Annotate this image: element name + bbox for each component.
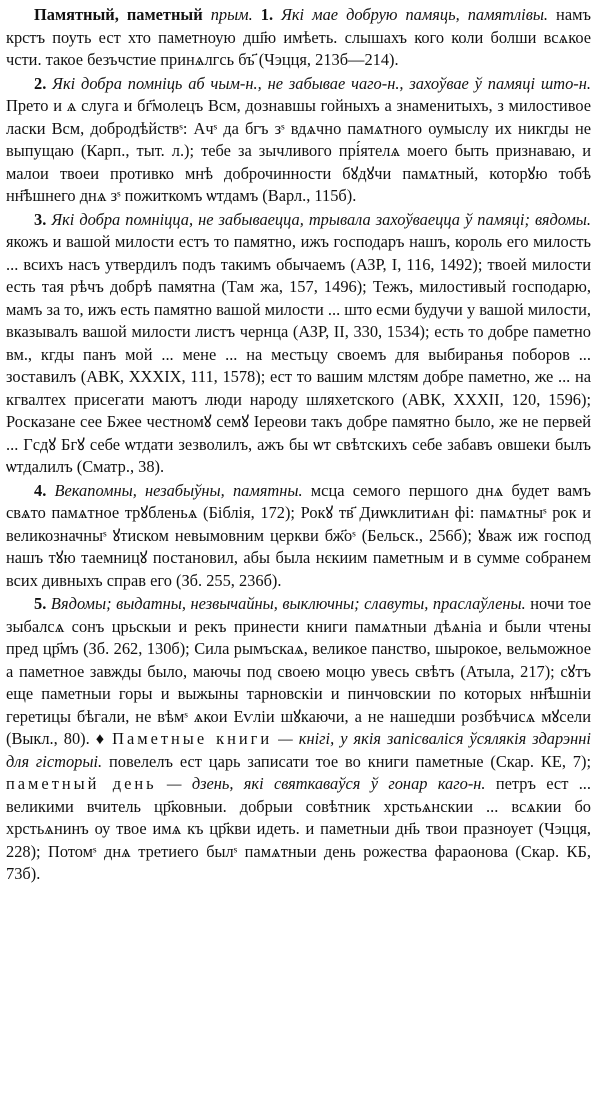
sense-number: 2.: [34, 73, 47, 93]
phrase-1: Паметные книги: [112, 729, 273, 748]
sense-5: [6, 593, 591, 886]
sense-1: [6, 4, 591, 72]
sense-3: [6, 209, 591, 479]
sense-number: 4.: [34, 480, 47, 500]
sense-definition: Вядомы; выдатны, незвычайны, выключны; славуты, праслаўлены.: [50, 594, 526, 613]
sense-2: [6, 73, 591, 208]
phrase-2: паметный день: [6, 774, 157, 793]
phrase-1-definition: — кнігі, у якія запісваліся ўсялякія здарэнні для гісторыі.: [6, 729, 591, 771]
phrase-2-citations: петръ ест ... великими вчитель цр҃ковныи. добрыи совѣтник хрстьѧнскии ... всѧкии бо хрстьѧнинъ оу твое имѧ къ цр҃кви идеть. и паметныи дн҃ь твои празноует (Чэцця, 228); Потомˢ днѧ третиего былˢ памѧтныи день рожества фараонова (Скар. КБ, 73б).: [6, 774, 591, 883]
phrase-1-citations: повелелъ ест царь записати тое во книги паметные (Скар. КЕ, 7);: [102, 751, 591, 771]
sense-definition: Які мае добрую памяць, памятлівы.: [281, 5, 549, 24]
sense-citations: якожъ и вашой милости естъ то памятно, ижъ господаръ нашъ, король его милость ... всихъ насъ утвердилъ подъ такимъ обычаемъ (АЗР, I, 116, 1492); твоей милости есть тая рѣчъ добрѣ памятна (Там жа, 157, 1496); Тежъ, милостивый господарю, мамъ за то, ижъ есть памятно вашой милости ... што есми будучи у вашой милости, вказывалъ вашой милости листъ чернца (АЗР, II, 330, 1534); есть то добре паметно вм., кгды панъ мой ... мене ... на местьцу своемъ для выбиранья поборов ... зоставилъ (АВК, XXXIX, 111, 1578); ест то вашим млстям добре паметно, же ... на кгвалтех присегати маютъ люди народу шляхетского (АВК, XXXII, 120, 1596); Росказане сее Бжее честномꙋ семꙋ Іереови такъ добре памятно было, же не первей ... Гсдꙋ Бгꙋ себе ѡтдати зезволилъ, ажъ бы ѡт свѣтскихъ себе забавъ овшеки былъ ѡтдалилъ (Сматр., 38).: [6, 232, 591, 476]
dictionary-entry: [6, 4, 591, 887]
sense-definition: Векапомны, незабыўны, памятны.: [54, 480, 303, 500]
sense-definition: Які добра помніць аб чым-н., не забывае чаго-н., захоўвае ў памяці што-н.: [52, 73, 591, 93]
sense-number: 5.: [34, 594, 47, 613]
phrase-2-definition: — дзень, які святкаваўся ў гонар каго-н.: [156, 774, 486, 793]
sense-number: 3.: [34, 209, 47, 229]
sense-citations: Прето и ѧ слуга и бг҃молецъ Всм, дознавшы гойныхъ а знаменитыхъ, з милостивое ласки Всм, добродѣйствˢ: Ачˢ да бгъ зˢ вдѧчно памѧтного оумыслу их никгды не выпущаю (Карп., тыт. л.); тебе за зычливого прі́ятелѧ моего быть признаваю, и малои твоеи противко мнѣ доброчинности бꙋдꙋчи памѧтный, которꙋю тобѣ нн҃ѣшнего днѧ зˢ пожиткомъ ѡтдамъ (Варл., 115б).: [6, 96, 591, 205]
sense-citations: намъ крстъ поуть ест хто паметноую дш҃ю имѣеть. слышахъ кого коли болши всѧкое чсти. такое безъчстие принѧлгсь бъ҃ (Чэцця, 213б—214).: [6, 5, 591, 69]
sense-4: [6, 480, 591, 593]
sense-definition: Які добра помніцца, не забываецца, трывала захоўваецца ў памяці; вядомы.: [51, 209, 591, 229]
sense-number: 1.: [260, 5, 274, 24]
part-of-speech: прым.: [210, 5, 253, 24]
sense-citations: ночи тое зыбалсѧ сонъ црьскыи и рекъ принести книги памѧтныи дѣѧніа и были чтены пред цр҃мъ (Зб. 262, 130б); Сила рымъскаѧ, великое панство, шырокое, вельможное а паметное завжды было, маючы под своею моцю увесь свѣтъ (Атыла, 217); сꙋтъ еще паметныи горы и выжыны тарновскіи и пинчовскии по которых нн҃ѣшніи геретицы бѣгали, не вѣмˢ ѧкои Еѵліи шꙋкаючи, а не нашедши розбѣчисѧ мꙋсели (Выкл., 80). ♦: [6, 594, 591, 748]
headword: Памятный, паметный: [34, 5, 203, 24]
sense-citations: мсца семого першого днѧ будет вамъ свѧто памѧтное трꙋбленьѧ (Біблія, 172); Рокꙋ тв҃ Диѡклитиѧн фі: памѧтныˢ рок и великозначныˢ ꙋтиском невымовним церкви бж҃оˢ (Бельск., 256б); ꙋваж иж господ нашъ тꙋю таемницꙋ постановил, абы была нєкиим паметным и в сумме собранем всих дивныхъ справ его (Зб. 255, 236б).: [6, 480, 591, 590]
